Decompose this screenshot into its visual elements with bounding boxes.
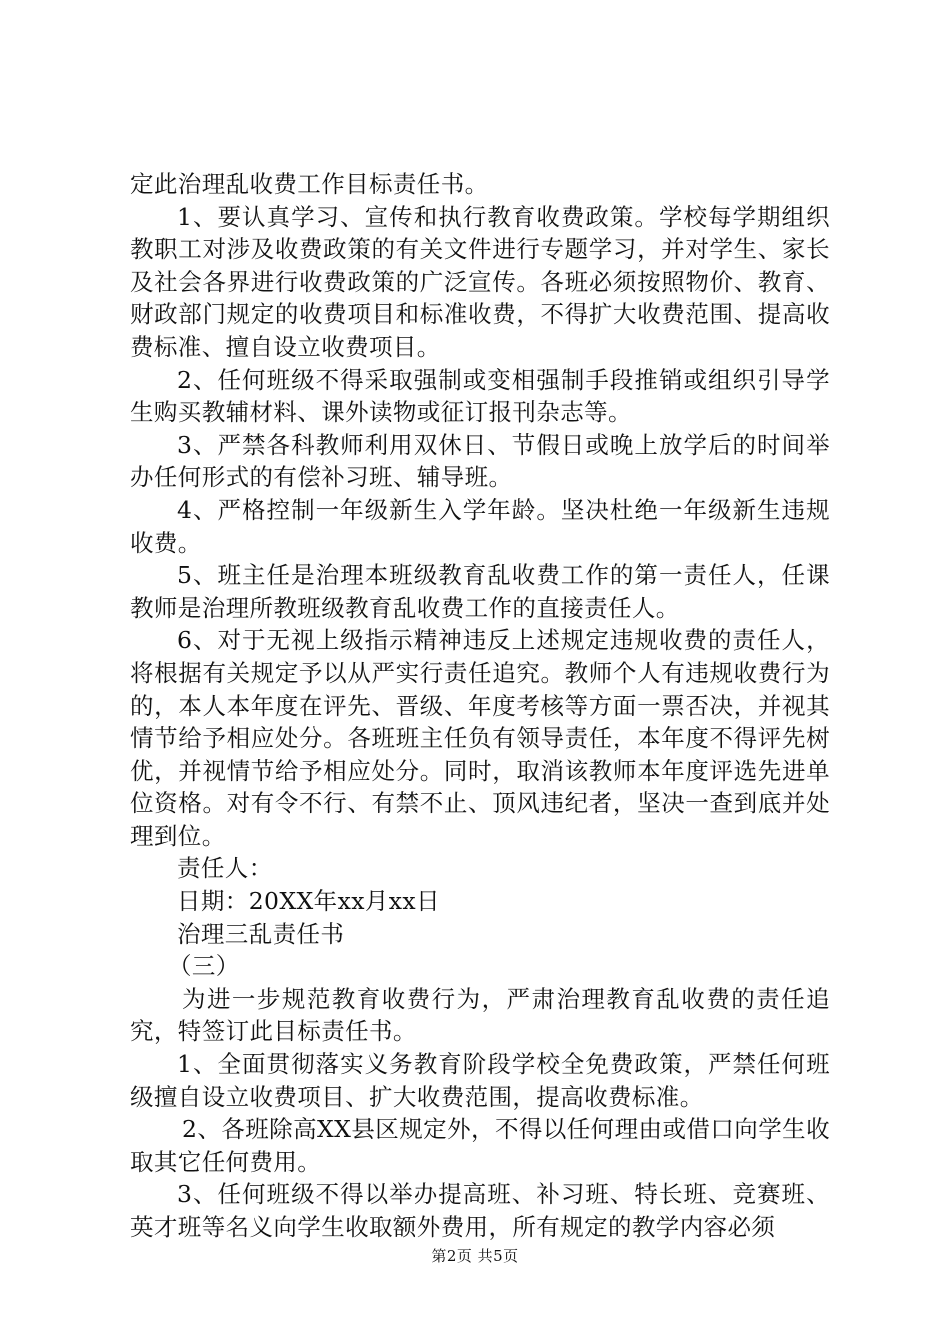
paragraph-item-2: 2、任何班级不得采取强制或变相强制手段推销或组织引导学生购买教辅材料、课外读物或征订报刊杂志等。 [130, 365, 830, 427]
paragraph-item-2b: 2、各班除高XX县区规定外，不得以任何理由或借口向学生收取其它任何费用。 [130, 1115, 830, 1176]
date-line: 日期：20XX年xx月xx日 [177, 887, 440, 916]
responsible-person-line: 责任人： [177, 854, 273, 883]
paragraph-item-6: 6、对于无视上级指示精神违反上述规定违规收费的责任人，将根据有关规定予以从严实行责任追究。教师个人有违规收费行为的，本人本年度在评先、晋级、年度考核等方面一票否决，并视其情节给予相应处分。各班班主任负有领导责任，本年度不得评先树优，并视情节给予相应处分。同时，取消该教师本年度评选先进单位资格。对有令不行、有禁不止、顶风违纪者，坚决一查到底并处理到位。 [130, 626, 830, 850]
paragraph-intro: 为进一步规范教育收费行为，严肃治理教育乱收费的责任追究，特签订此目标责任书。 [130, 984, 830, 1046]
paragraph-item-4: 4、严格控制一年级新生入学年龄。坚决杜绝一年级新生违规收费。 [130, 495, 830, 557]
paragraph-item-3: 3、严禁各科教师利用双休日、节假日或晚上放学后的时间举办任何形式的有偿补习班、辅导班。 [130, 430, 830, 492]
section-number: （三） [168, 952, 240, 981]
document-body [130, 168, 830, 1244]
paragraph-continuation: 定此治理乱收费工作目标责任书。 [130, 170, 489, 198]
paragraph-item-5: 5、班主任是治理本班级教育乱收费工作的第一责任人，任课教师是治理所教班级教育乱收费工作的直接责任人。 [130, 561, 830, 622]
page-number-footer: 第2页 共5页 [431, 1247, 519, 1265]
paragraph-item-1b: 1、全面贯彻落实义务教育阶段学校全免费政策，严禁任何班级擅自设立收费项目、扩大收费范围，提高收费标准。 [130, 1050, 830, 1111]
section-title: 治理三乱责任书 [177, 919, 345, 948]
paragraph-item-3b: 3、任何班级不得以举办提高班、补习班、特长班、竞赛班、英才班等名义向学生收取额外费用，所有规定的教学内容必须 [130, 1180, 830, 1241]
paragraph-item-1: 1、要认真学习、宣传和执行教育收费政策。学校每学期组织教职工对涉及收费政策的有关文件进行专题学习，并对学生、家长及社会各界进行收费政策的广泛宣传。各班必须按照物价、教育、财政部门规定的收费项目和标准收费，不得扩大收费范围、提高收费标准、擅自设立收费项目。 [130, 202, 830, 361]
